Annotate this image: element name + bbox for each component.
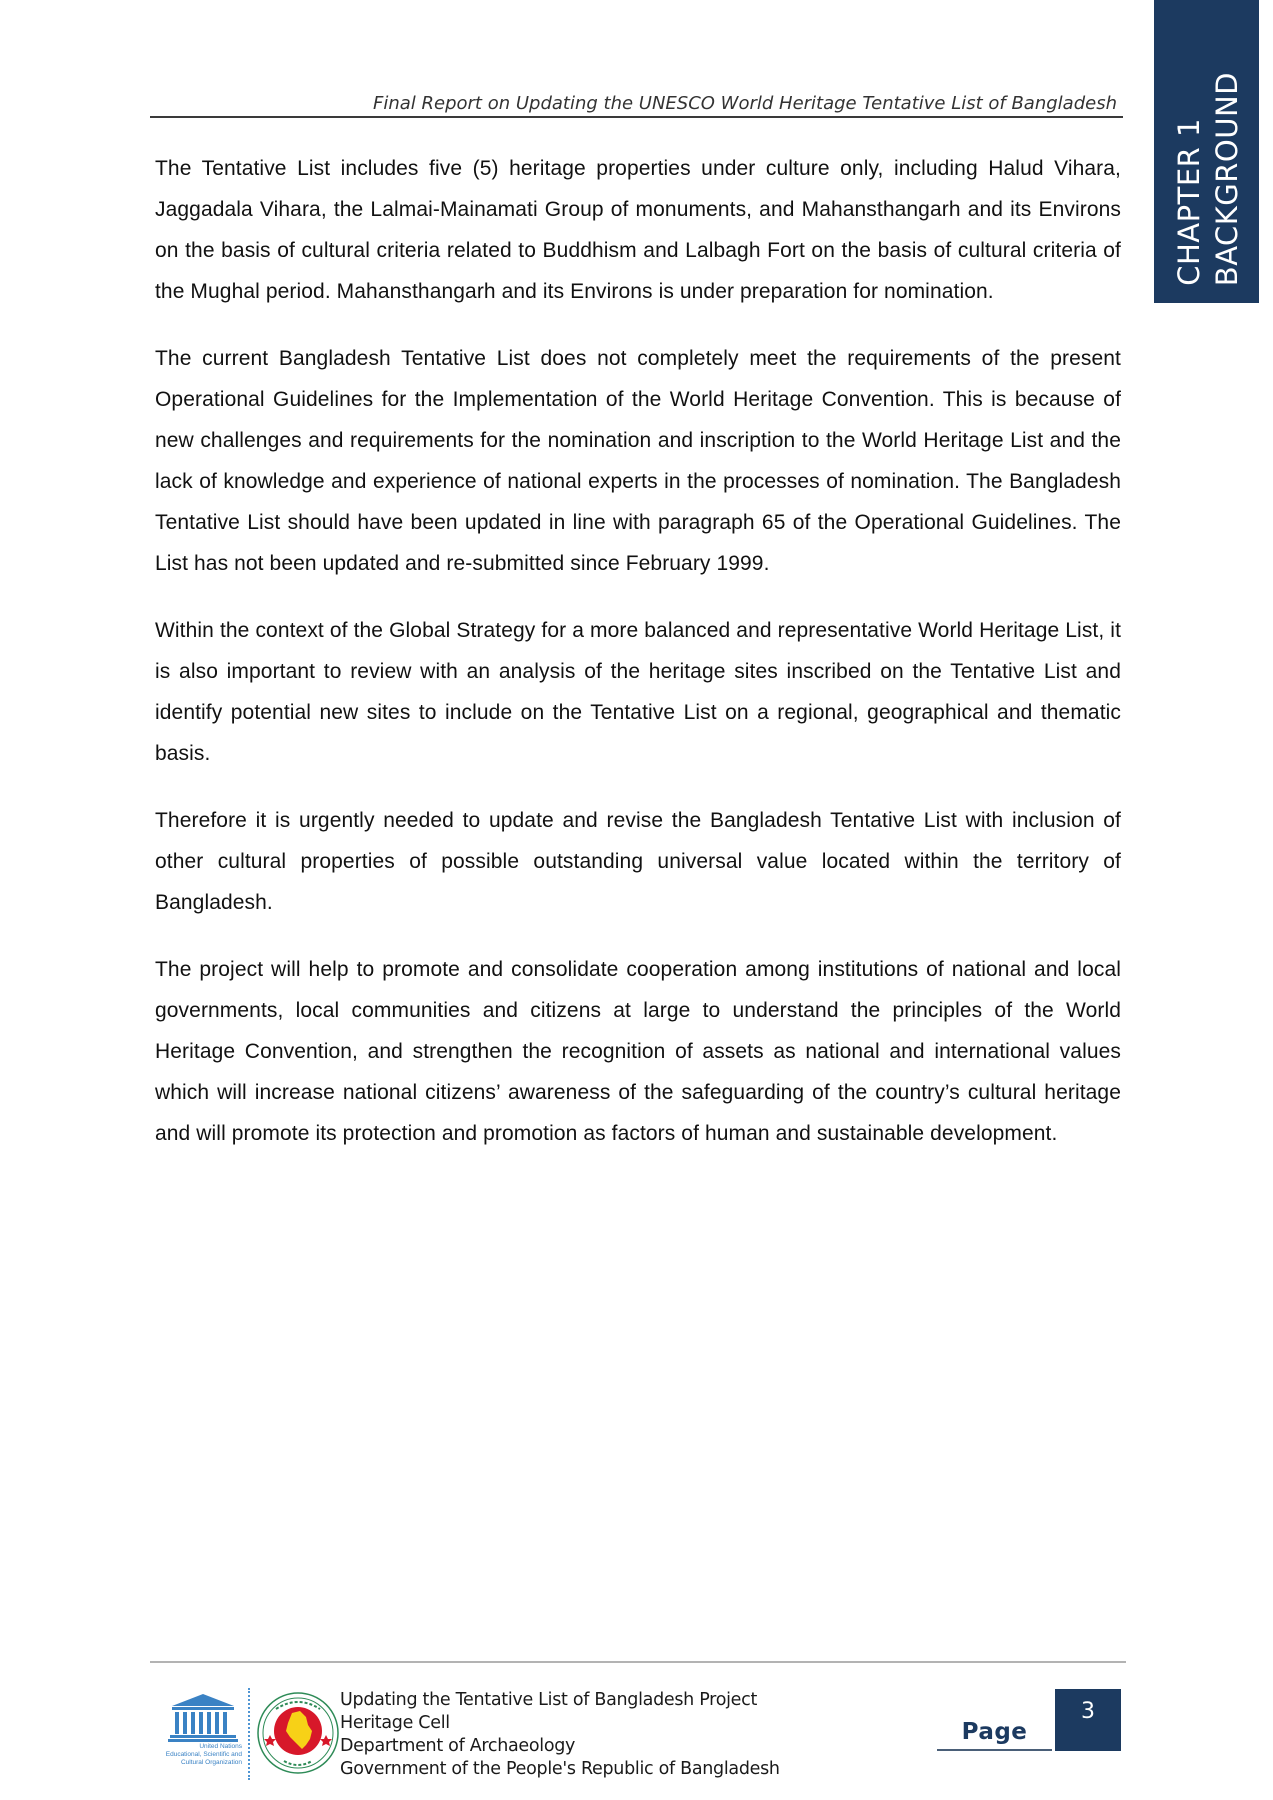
project-name: Updating the Tentative List of Bangladesh Project [340, 1690, 758, 1710]
bangladesh-government-seal-icon [256, 1691, 340, 1775]
caption-line: Cultural Organization [180, 1759, 242, 1766]
unesco-caption [160, 1743, 242, 1767]
running-title: Final Report on Updating the UNESCO World Heritage Tentative List of Bangladesh [372, 93, 1117, 114]
logo-divider [248, 1688, 250, 1780]
chapter-tab-text [1168, 58, 1248, 286]
caption-line: United Nations [199, 1743, 242, 1750]
paragraph: The current Bangladesh Tentative List does not completely meet the requirements of the present Operational Guidelines for the Implementation of the World Heritage Convention. This is because of new challenges and requirements for the nomination and inscription to the World Heritage List and the lack of knowledge and experience of national experts in the processes of nomination. The Bangladesh Tentative List should have been updated in line with paragraph 65 of the Operational Guidelines. The List has not been updated and re-submitted since February 1999. [155, 347, 1121, 575]
paragraph: Therefore it is urgently needed to update and revise the Bangladesh Tentative List with inclusion of other cultural properties of possible outstanding universal value located within the territory of Bangladesh. [155, 809, 1121, 914]
government-name: Government of the People's Republic of Bangladesh [340, 1759, 780, 1779]
chapter-number: CHAPTER 1 [1172, 118, 1206, 286]
paragraph: The project will help to promote and consolidate cooperation among institutions of national and local governments, local communities and citizens at large to understand the principles of the World Heritage Convention, and strengthen the recognition of assets as national and international values which will increase national citizens’ awareness of the safeguarding of the country’s cultural heritage and will promote its protection and promotion as factors of human and sustainable development. [155, 958, 1121, 1145]
cell-name: Heritage Cell [340, 1713, 450, 1733]
chapter-title: BACKGROUND [1210, 71, 1244, 286]
body-text [155, 148, 1121, 1180]
paragraph: The Tentative List includes five (5) heritage properties under culture only, including Halud Vihara, Jaggadala Vihara, the Lalmai-Mainamati Group of monuments, and Mahansthangarh and its Environs on the basis of cultural criteria related to Buddhism and Lalbagh Fort on the basis of cultural criteria of the Mughal period. Mahansthangarh and its Environs is under preparation for nomination. [155, 157, 1121, 303]
footer-divider [150, 1661, 1126, 1663]
caption-line: Educational, Scientific and [165, 1751, 242, 1758]
department-name: Department of Archaeology [340, 1736, 576, 1756]
footer-org-info [340, 1689, 780, 1781]
running-header [150, 86, 1123, 118]
paragraph: Within the context of the Global Strategy for a more balanced and representative World Heritage List, it is also important to review with an analysis of the heritage sites inscribed on the Tentative List and identify potential new sites to include on the Tentative List on a regional, geographical and thematic basis. [155, 619, 1121, 765]
page-number: 3 [1055, 1689, 1121, 1751]
page-label: Page [937, 1715, 1052, 1751]
